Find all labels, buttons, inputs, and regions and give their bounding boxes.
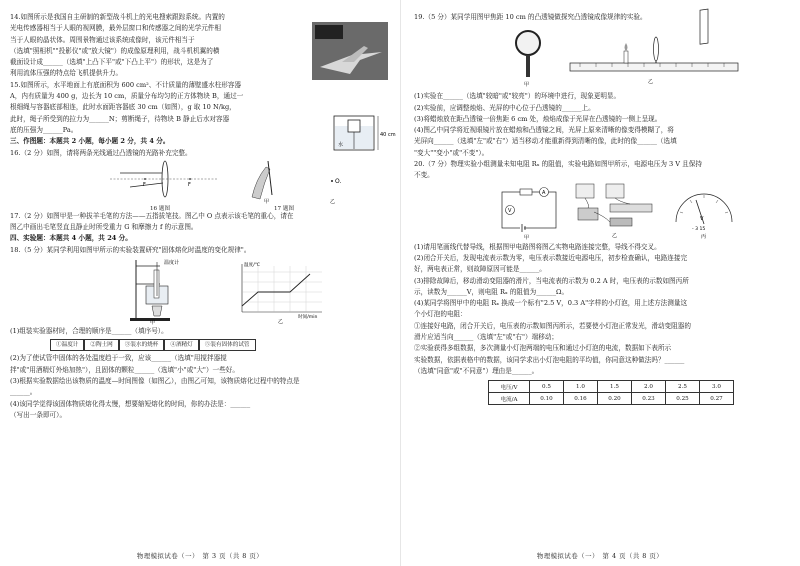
fig17-caption: 17 题图 bbox=[274, 205, 295, 212]
q16-text: 16.（2 分）如图，请将两条光线通过凸透镜的光路补充完整。 bbox=[10, 148, 192, 157]
brush-diagram bbox=[242, 159, 362, 203]
q15-line: 底的压强为______Pa。 bbox=[10, 125, 78, 134]
q19-line: (3)将蜡烛放在距凸透镜一倍焦距 6 cm 处，烛焰成像于光屏在凸透镜的一侧上呈现。 bbox=[414, 114, 662, 123]
q20-item: 实验数据，依据表格中的数据，该同学求出小灯泡电阻的平均值，你同意这种做法吗？______ bbox=[414, 355, 685, 364]
svg-text:V: V bbox=[508, 207, 512, 214]
q19-line: 光屏向______（选填"左"或"右"）适当移动才能重新得到清晰的像，此时的像______（选填 bbox=[414, 137, 677, 146]
table-cell: 2.0 bbox=[632, 381, 666, 393]
q17-line: 图乙中画出毛笔竖直且静止时所受重力 G 和摩擦力 f 的示意图。 bbox=[10, 223, 198, 232]
q14-line: 光电传感器相当于人眼的视网膜，最外层窗口和传感器之间的光学元件相 bbox=[10, 24, 221, 33]
graph-ylabel: 温度/℃ bbox=[244, 263, 260, 269]
q17-line: 17.（2 分）如图甲是一种拔羊毛笔的方法——五指拔笔技。图乙中 O 点表示该毛笔的重心，请在 bbox=[10, 211, 294, 220]
q20-item: 滑片应适当向______（选填"左"或"右"）端移动； bbox=[414, 333, 559, 342]
q14-line: （选填"照相机""投影仪"或"放大镜"）的成像原理利用，战斗机机翼的横 bbox=[10, 46, 220, 55]
option-test-tube: ⑤装有固体的试管 bbox=[199, 339, 256, 351]
q18-line: （写出一条即可）。 bbox=[10, 410, 67, 419]
q20-label-b: 乙 bbox=[612, 232, 618, 239]
table-cell: 2.5 bbox=[666, 381, 700, 393]
svg-text:水: 水 bbox=[338, 142, 344, 148]
q19-text: 19.（5 分）某同学用图甲焦距 10 cm 的凸透镜做探究凸透镜成像规律的实验。 bbox=[414, 13, 647, 21]
q18-line: (4)该同学觉得该固体物质熔化得太慢，想要缩短熔化的时间，你的办法是：______ bbox=[10, 399, 251, 408]
q20-item: (2)闭合开关后，发现电流表示数为零，电压表示数接近电源电压，初步检查确认，电路连接完 bbox=[414, 253, 688, 262]
page-4-footer: 物理模拟试卷（一） 第 4 页（共 8 页） bbox=[536, 552, 664, 560]
lens-diagram bbox=[110, 159, 220, 201]
q14-line: 截面设计成______（选填"上凸下平"或"下凸上平"）的形状，这是为了 bbox=[10, 58, 214, 67]
q20-item: （选填"同意"或"不同意"）理由是______。 bbox=[414, 366, 539, 375]
q15-line: 根细绳与容器底部相连，此时水面距容器底 30 cm（如图），g 取 10 N/kg， bbox=[10, 103, 236, 112]
melting-apparatus bbox=[130, 256, 220, 327]
q18-figures bbox=[10, 256, 386, 326]
svg-text:A: A bbox=[542, 189, 546, 196]
q20-item: (3)排除故障后，移动滑动变阻器的滑片，当电流表的示数为 0.2 A 时，电压表的示数如图丙所 bbox=[414, 276, 689, 285]
svg-text:F: F bbox=[188, 181, 191, 188]
q18-text: 18.（5 分）某同学利用如图甲所示的实验装置研究"固体熔化时温度的变化规律"。 bbox=[10, 245, 251, 254]
question-20 bbox=[414, 159, 788, 182]
q19-label-b: 乙 bbox=[648, 79, 654, 86]
svg-text:F: F bbox=[143, 181, 146, 188]
question-17 bbox=[10, 211, 386, 234]
option-beaker: ③装水的烧杯 bbox=[119, 339, 165, 351]
svg-text:乙: 乙 bbox=[278, 319, 284, 326]
svg-text:甲: 甲 bbox=[150, 320, 156, 327]
svg-text:- 3 15: - 3 15 bbox=[692, 226, 706, 232]
q18-line: (3)根据实验数据绘出该物质的温度—时间图像（如图乙），由图乙可知，该物质熔化过程中的特点是 bbox=[10, 376, 300, 385]
q18-line: ______。 bbox=[10, 388, 37, 397]
optical-bench bbox=[566, 23, 742, 89]
circuit-diagram bbox=[496, 184, 562, 240]
q20-line: 不变。 bbox=[414, 171, 434, 180]
q20-label-a: 甲 bbox=[524, 234, 530, 241]
svg-text:40 cm: 40 cm bbox=[380, 132, 396, 138]
row-header: 电压/V bbox=[489, 381, 530, 393]
svg-text:V: V bbox=[700, 215, 704, 222]
table-cell: 1.0 bbox=[564, 381, 598, 393]
page-4 bbox=[400, 0, 800, 566]
table-cell: 0.16 bbox=[564, 393, 598, 405]
q16-q17-figures bbox=[10, 159, 386, 211]
q19-label-a: 甲 bbox=[524, 82, 530, 89]
page-3-footer: 物理模拟试卷（一） 第 3 页（共 8 页） bbox=[136, 552, 264, 560]
q20-item: 好，两电表正常，则故障原因可能是______。 bbox=[414, 265, 546, 274]
svg-text:甲: 甲 bbox=[264, 198, 270, 205]
table-row bbox=[489, 393, 734, 405]
table-cell: 0.10 bbox=[530, 393, 564, 405]
q19-line: "变大""变小"或"不变"）。 bbox=[414, 148, 489, 157]
container-diagram bbox=[330, 112, 396, 154]
q15-line: 此时，绳子所受到的拉力为______N；剪断绳子，待物块 B 静止后水对容器 bbox=[10, 114, 230, 123]
option-ceramic-net: ②陶土网 bbox=[84, 339, 118, 351]
q19-items bbox=[414, 91, 788, 159]
thermometer-label: 温度计 bbox=[164, 260, 180, 267]
q19-line: (4)图乙中同学将近视眼镜片放在蜡烛和凸透镜之间，光屏上原来清晰的像变得模糊了，将 bbox=[414, 126, 674, 135]
q20-label-c: 丙 bbox=[701, 233, 707, 240]
magnifier-lens bbox=[510, 27, 546, 87]
table-cell: 0.25 bbox=[666, 393, 700, 405]
option-thermometer: ①温度计 bbox=[50, 339, 84, 351]
table-cell: 1.5 bbox=[598, 381, 632, 393]
fighter-jet-photo bbox=[312, 22, 388, 80]
q20-figures bbox=[414, 182, 788, 242]
q20-item: 个小灯泡的电阻： bbox=[414, 310, 467, 319]
q18-part1: (1)组装实验器材时，合理的顺序是______（填序号）。 bbox=[10, 327, 168, 336]
table-cell: 0.20 bbox=[598, 393, 632, 405]
q20-item: 示，读数为______V，则电阻 Rₓ 的阻值为______Ω。 bbox=[414, 287, 569, 296]
q19-line: (1)实验在______（选填"较暗"或"较亮"）的环境中进行，现象更明显。 bbox=[414, 92, 621, 101]
svg-text:O.: O. bbox=[335, 177, 342, 185]
table-cell: 0.5 bbox=[530, 381, 564, 393]
table-cell: 3.0 bbox=[700, 381, 734, 393]
q19-figures bbox=[414, 23, 788, 91]
q18-line: (2)为了使试管中固体的各处温度趋于一致，应该______（选填"用搅拌器搅 bbox=[10, 354, 227, 363]
q20-line: 20.（7 分）物理实验小组测量未知电阻 Rₓ 的阻值，实验电路如图甲所示，电源电压为 3 V 且保持 bbox=[414, 160, 702, 169]
q20-item: (1)请用笔画线代替导线，根据图甲电路图将图乙实物电路连接完整，导线不得交叉。 bbox=[414, 242, 661, 251]
question-14 bbox=[10, 12, 310, 80]
table-cell: 0.27 bbox=[700, 393, 734, 405]
q14-line: 利用流体压强的特点给飞机提供升力。 bbox=[10, 69, 123, 78]
section-3-heading: 三、作图题：本题共 2 小题，每小题 2 分，共 4 分。 bbox=[10, 137, 170, 146]
q18-line: 拌"或"用酒精灯外焰加热"），且固体的颗粒______（选填"小"或"大"）一些好。 bbox=[10, 365, 239, 374]
q14-line: 当于人眼的晶状体。周围景物通过该系统成像时，该元件相当于 bbox=[10, 35, 195, 44]
q15-line: A，内有质量为 400 g，边长为 10 cm，质量分布均匀的正方体物块 B，通过一 bbox=[10, 92, 244, 101]
q15-line: 15.如图所示，水平地面上有底面积为 600 cm²、不计质量的薄壁盛水柱形容器 bbox=[10, 80, 242, 89]
voltmeter-dial bbox=[670, 182, 738, 240]
q18-parts bbox=[10, 353, 386, 421]
q20-item: ②实验获得多组数据，多次测量小灯泡两端的电压和通过小灯泡的电流，数据如下表所示 bbox=[414, 344, 672, 353]
row-header: 电流/A bbox=[489, 393, 530, 405]
q18-options bbox=[50, 339, 386, 351]
svg-text:乙: 乙 bbox=[330, 198, 336, 205]
fig16-caption: 16 题图 bbox=[150, 205, 171, 212]
graph-xlabel: 时间/min bbox=[298, 315, 318, 321]
table-cell: 0.23 bbox=[632, 393, 666, 405]
q20-item: (4)某同学将图甲中的电阻 Rₓ 换成一个标有"2.5 V，0.3 A"字样的小灯泡，用上述方法测量这 bbox=[414, 299, 688, 308]
physical-circuit bbox=[570, 182, 660, 240]
table-row bbox=[489, 381, 734, 393]
q19-line: (2)实验前，应调整烛焰、光屏的中心位于凸透镜的______上。 bbox=[414, 103, 595, 112]
q20-items bbox=[414, 242, 788, 378]
q14-line: 14.如图所示是我国自主研制的新型战斗机上的光电搜索跟踪系统。内置的 bbox=[10, 13, 225, 21]
voltage-current-table bbox=[488, 380, 734, 405]
temp-time-graph bbox=[232, 260, 332, 324]
question-15 bbox=[10, 80, 330, 136]
q20-item: ①连接好电路，闭合开关后，电压表的示数如图丙所示，若要使小灯泡正常发光，滑动变阻器的 bbox=[414, 321, 691, 330]
section-4-heading: 四、实验题：本题共 4 小题，共 24 分。 bbox=[10, 234, 132, 243]
option-alcohol-lamp: ④酒精灯 bbox=[164, 339, 198, 351]
